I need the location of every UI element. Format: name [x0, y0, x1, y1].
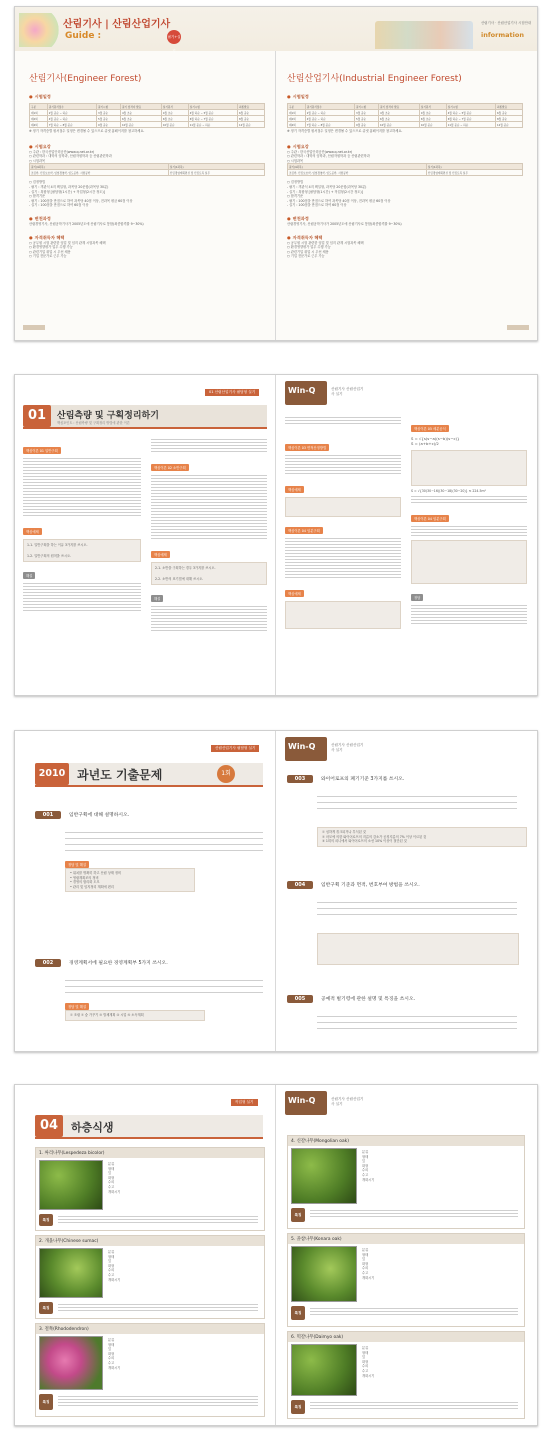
chapter-header	[35, 1115, 263, 1139]
plant-title: 1. 싸리나무(Lespedeza bicolor)	[36, 1148, 264, 1158]
benefit-line: ○ 기업 전문가로 근무 가능	[287, 254, 325, 259]
exam-title: 과년도 기출문제	[77, 768, 163, 782]
attr-label: 형태	[362, 1350, 369, 1355]
feature-lines	[58, 1214, 258, 1225]
feature-lines	[310, 1306, 518, 1317]
history-text: 산림경영기사, 산림공학기사가 2005년도에 산림기사로 통합(최종합격률 9~30%)	[29, 221, 144, 226]
answer-lines	[151, 606, 267, 631]
feature-label: 특징	[291, 1208, 305, 1222]
section-benefits: ● 자격취득자 혜택	[29, 235, 265, 241]
core-tag: 핵심이론 04 임분구획	[285, 527, 323, 534]
plant-attrs	[362, 1248, 374, 1280]
attr-label: 화형	[362, 1163, 369, 1168]
method-line: ○ 합격기준	[29, 194, 46, 199]
winq-subtitle: 산림기사 산림산업기사 실기	[331, 1097, 364, 1106]
example-q: 2-1. 소반을 구획하는 경우 3가지를 쓰시오.	[155, 566, 216, 570]
core-tag: 핵심이론 04 임분구획	[411, 515, 449, 522]
method-line: ○ 합격기준	[287, 194, 304, 199]
table-note: ※ 정기 자격증별 원서접수 일정은 변경될 수 있으므로 큐넷 홈페이지를 참고하세요.	[287, 129, 403, 133]
plant-title: 6. 떡갈나무(Daimyo oak)	[288, 1332, 524, 1342]
question-number: 004	[287, 881, 313, 889]
plant-title: 2. 개옻나무(Chinese sumac)	[36, 1236, 264, 1246]
exam-table: 필기(4과목) 실기(1과목) 조림학, 산림보호학, 임업경영학, 임도공학, 사방공학 산림경영계획편성 및 산림토목 실무	[287, 163, 523, 176]
feature-label: 특징	[291, 1400, 305, 1414]
formula: S = (a+b+c)/2	[411, 441, 439, 446]
tab-label: 작업형 실기	[231, 1099, 258, 1106]
left-col-b	[151, 437, 267, 633]
example-box	[285, 601, 401, 629]
answer-lines	[65, 827, 263, 856]
req-line: ○ 주관 : 한국산업인력공단(www.q-net.or.kr)	[287, 149, 353, 154]
winq-logo	[285, 737, 327, 761]
right-title: 산림산업기사(Industrial Engineer Forest)	[287, 74, 462, 84]
plant-card	[287, 1135, 525, 1229]
attr-label: 분류	[108, 1162, 115, 1166]
attr-label: 형태	[108, 1342, 115, 1347]
method-line: - 필기 : 100점을 만점으로 하여 과목당 40점 이상, 전과목 평균 60점 이상	[287, 198, 391, 203]
method-line: ○ 검정방법	[29, 180, 46, 185]
chapter-title: 산림측량 및 구획정리하기	[57, 411, 159, 421]
spread-past-exam	[14, 730, 538, 1052]
chapter-desc: 핵심포인트 : 산림측량 및 구획정리 방법에 관한 이론	[57, 421, 130, 425]
req-line: ○ 시험과목	[287, 158, 304, 163]
winq-text: Win-Q	[288, 386, 316, 395]
attr-label: 개화시기	[108, 1277, 121, 1282]
example-q: 1-1. 일반구획을 하는 이유 3가지를 쓰시오.	[27, 543, 88, 547]
answer-lines	[317, 897, 517, 920]
attr-label: 개화시기	[108, 1189, 121, 1194]
feature-lines	[310, 1400, 518, 1411]
method-line: - 필기 : 100점을 만점으로 하여 과목당 40점 이상, 전과목 평균 60점 이상	[29, 198, 133, 203]
gutter	[275, 1085, 276, 1425]
req-line: ○ 시험과목	[29, 158, 46, 163]
attr-label: 수고	[362, 1270, 369, 1275]
info-label: information	[481, 31, 524, 39]
attr-label: 분류	[362, 1248, 369, 1252]
right-page	[287, 71, 523, 259]
left-col-a	[23, 437, 141, 613]
benefit-line: ○ 환경영향평가 업무 수행 가능	[29, 245, 73, 250]
text-lines	[285, 455, 401, 474]
exam-round: 1회	[217, 765, 235, 783]
attr-label: 잎	[362, 1159, 366, 1164]
page-corner-mark	[507, 325, 529, 330]
section-history: ● 변천과정	[29, 216, 265, 222]
chapter-title: 하층식생	[71, 1121, 114, 1134]
plant-card	[35, 1323, 265, 1417]
core-tag: 핵심이론 01 일반구획	[23, 447, 61, 454]
method-line: - 실기 : 복합형 [필답형(1시간) + 작업형(2시간 정도)]	[287, 189, 363, 194]
example-box	[285, 497, 401, 517]
answer-box	[65, 1010, 205, 1021]
text-lines	[411, 496, 527, 503]
answer-box	[317, 933, 519, 965]
attr-label: 형태	[108, 1254, 115, 1259]
attr-label: 수고	[362, 1368, 369, 1373]
answer-tag: 해설	[151, 595, 163, 602]
attr-label: 잎	[362, 1257, 366, 1262]
attr-label: 수피	[108, 1180, 115, 1185]
attr-label: 형태	[362, 1154, 369, 1159]
plant-attrs	[108, 1162, 120, 1194]
plant-photo	[291, 1246, 357, 1302]
plant-card	[35, 1235, 265, 1319]
example-q: 1-2. 일반구획의 원칙을 쓰시오.	[27, 553, 72, 558]
attr-label: 개화시기	[362, 1177, 375, 1182]
answer-label: 정답 및 해설	[65, 861, 89, 868]
plant-title: 4. 신갈나무(Mongolian oak)	[288, 1136, 524, 1146]
attr-label: 개화시기	[362, 1373, 375, 1378]
attr-label: 수피	[362, 1168, 369, 1173]
attr-label: 개화시기	[108, 1365, 121, 1370]
method-line: - 실기 : 복합형 [필답형(1시간) + 작업형(2시간 정도)]	[29, 189, 105, 194]
tab-label: 산림산업기사 필답형 실기	[211, 745, 259, 752]
formula: S = √{s(s−a)(s−b)(s−c)}	[411, 437, 460, 441]
answer-box	[65, 868, 195, 892]
attr-label: 잎	[362, 1355, 366, 1360]
method-line: ○ 검정방법	[287, 180, 304, 185]
attr-label: 수고	[108, 1184, 115, 1189]
section-schedule: ● 시험일정	[29, 94, 265, 100]
example-tag: 핵심예제	[285, 590, 304, 597]
benefit-line: ○ 기업 전문가로 근무 가능	[29, 254, 67, 259]
banner-illustration-right	[375, 21, 473, 49]
answer-lines	[65, 975, 263, 998]
section-benefits: ● 자격취득자 혜택	[287, 235, 523, 241]
example-box	[23, 539, 141, 562]
attr-label: 수피	[362, 1364, 369, 1369]
gutter	[275, 375, 276, 695]
answer-tag: 해설	[23, 572, 35, 579]
feature-lines	[58, 1394, 258, 1408]
plant-attrs	[108, 1338, 120, 1370]
example-tag: 핵심예제	[285, 486, 304, 493]
method-line: - 필기 : 객관식 4지 택일형, 과목당 20문항(과목당 30분)	[29, 184, 109, 189]
feature-label: 특징	[39, 1394, 53, 1410]
gutter	[275, 51, 276, 340]
text-lines	[411, 605, 527, 624]
section-requirements: ● 시험요강	[29, 144, 265, 150]
core-tag: 핵심이론 02 소반구획	[151, 464, 189, 471]
answer-line: ③ 1회의 피니에서 와이어로프의 소선 10% 이상이 절단된 것	[322, 839, 407, 844]
plant-title: 5. 졸참나무(Konara oak)	[288, 1234, 524, 1244]
feature-label: 특징	[291, 1306, 305, 1320]
question-number: 005	[287, 995, 313, 1003]
attr-label: 잎	[108, 1259, 112, 1264]
req-line: ○ 관련학과 : 대학의 임학과, 산림자원학과 등 산림관련학과	[29, 154, 112, 159]
banner-illustration-left	[19, 13, 59, 47]
guide-banner	[15, 7, 537, 51]
answer-tag: 정답	[411, 594, 423, 601]
attr-label: 수고	[108, 1272, 115, 1277]
question-number: 001	[35, 811, 61, 819]
right-col-a	[285, 415, 401, 629]
plant-card	[287, 1233, 525, 1327]
example-q: 2-2. 소반의 표기법에 대해 쓰시오.	[155, 576, 204, 581]
method-line: - 실기 : 100점을 만점으로 하여 60점 이상	[287, 203, 347, 208]
plant-photo	[39, 1248, 103, 1298]
attr-label: 수피	[108, 1268, 115, 1273]
chapter-number: 01	[23, 405, 51, 427]
benefit-line: ○ 관련기업 취업 시 우선 채용	[287, 249, 329, 254]
answer-line: • 위치를 명확히 하고 산림 상태 정비	[70, 871, 122, 875]
section-schedule: ● 시험일정	[287, 94, 523, 100]
table-note: ※ 정기 자격증별 원서접수 일정은 변경될 수 있으므로 큐넷 홈페이지를 참고하세요.	[29, 129, 145, 133]
feature-label: 특징	[39, 1214, 53, 1226]
answer-box	[317, 827, 527, 847]
question-number: 003	[287, 775, 313, 783]
plant-attrs	[108, 1250, 120, 1282]
page-corner-mark	[23, 325, 45, 330]
text-lines	[411, 526, 527, 536]
feature-label: 특징	[39, 1302, 53, 1314]
banner-guide-label: Guide :	[65, 31, 102, 41]
attr-label: 화형	[108, 1263, 115, 1268]
question-text: 와이어로프의 폐기기준 3가지를 쓰시오.	[321, 777, 405, 782]
plant-photo	[291, 1344, 357, 1396]
method-line: - 실기 : 100점을 만점으로 하여 60점 이상	[29, 203, 89, 208]
chapter-number: 04	[35, 1115, 63, 1137]
example-box	[151, 562, 267, 585]
winq-subtitle: 산림기사 산림산업기사 실기	[331, 387, 364, 396]
info-sub: 산림기사 · 산림산업기사 시험안내	[481, 21, 532, 25]
benefit-line: ○ 공무원 시험 관련한 임업 및 임지 관계 시험과목 혜택	[287, 240, 364, 245]
answer-line: • 영림계획조의 정비	[70, 875, 99, 880]
text-lines	[151, 475, 267, 539]
attr-label: 화형	[362, 1359, 369, 1364]
plant-photo	[39, 1336, 103, 1390]
section-requirements: ● 시험요강	[287, 144, 523, 150]
text-lines	[285, 538, 401, 578]
core-tag: 핵심이론 03 면적산정방법	[285, 444, 329, 451]
attr-label: 분류	[108, 1250, 115, 1254]
spread-understory	[14, 1084, 538, 1426]
example-box	[411, 450, 527, 486]
benefit-line: ○ 공무원 시험 관련한 임업 및 임지 관계 시험과목 혜택	[29, 240, 106, 245]
answer-line: ② 마모에 의한 와이어로프의 지름의 감소가 공칭지름의 7% 이상 이르된 것	[322, 834, 427, 839]
winq-logo	[285, 1091, 327, 1115]
winq-subtitle: 산림기사 산림산업기사 실기	[331, 743, 364, 752]
question-text: 공예적 벌기령에 관한 설명 및 특징을 쓰시오.	[321, 997, 416, 1002]
attr-label: 화형	[108, 1351, 115, 1356]
attr-label: 수피	[362, 1266, 369, 1271]
right-col-b	[411, 415, 527, 626]
schedule-table: 구분 필기원서접수 필기시험 필기 합격자 발표 실기원서 실기시험 최종발표 제1회 2월 중순 ~ 하순 3월 중순 4월 초순 4월 초순 4월 하순 ~ 5월 중순 6월 중순 제2회 4월 중순 ~ 하순 5월 중순 6월 초순 6월 초순 6월 하순 ~ 7월 중순 8월 중순 제4회 7월 하순 ~ 8월 중순 9월 중순 10월 중순 10월 중순 11월 중순 ~ 하순 12월 중순	[287, 103, 523, 128]
banner-header-title: 산림기사 | 산림산업기사	[63, 19, 171, 30]
attr-label: 형태	[362, 1252, 369, 1257]
attr-label: 분류	[362, 1346, 369, 1350]
left-title: 산림기사(Engineer Forest)	[29, 74, 142, 84]
feature-lines	[58, 1302, 258, 1313]
spread-theory	[14, 374, 538, 696]
attr-label: 형태	[108, 1166, 115, 1171]
attr-label: 수고	[108, 1360, 115, 1365]
winq-logo	[285, 381, 327, 405]
attr-label: 수고	[362, 1172, 369, 1177]
section-history: ● 변천과정	[287, 216, 523, 222]
history-text: 산림경영기사, 산림공학기사가 2005년도에 산림기사로 통합(최종합격률 9~30%)	[287, 221, 402, 226]
tab-label: 01 산림산업기사 필답형 실기	[205, 389, 259, 396]
plant-card	[35, 1147, 265, 1231]
attr-label: 수피	[108, 1356, 115, 1361]
method-line: - 필기 : 객관식 4지 택일형, 과목당 20문항(과목당 30분)	[287, 184, 367, 189]
schedule-table: 구분 필기원서접수 필기시험 필기 합격자 발표 실기원서 실기시험 최종발표 제1회 2월 중순 ~ 하순 3월 중순 4월 초순 4월 초순 4월 하순 ~ 5월 중순 6월 중순 제2회 4월 중순 ~ 하순 5월 중순 6월 초순 6월 초순 6월 하순 ~ 7월 중순 8월 중순 제4회 7월 하순 ~ 8월 중순 9월 중순 10월 중순 10월 중순 11월 중순 ~ 하순 12월 중순	[29, 103, 265, 128]
formula-answer: S = √{30(30−16)(30−18)(30−20)} ≒ 224.5m²	[411, 489, 486, 494]
req-line: ○ 관련학과 : 대학의 임학과, 산림자원학과 등 산림관련학과	[287, 154, 370, 159]
question-text: 임반구획 기준과 면적, 번호부여 방법을 쓰시오.	[321, 883, 420, 888]
gutter	[275, 731, 276, 1051]
attr-label: 화형	[108, 1175, 115, 1180]
answer-label: 정답 및 해설	[65, 1003, 89, 1010]
winq-text: Win-Q	[288, 742, 316, 751]
attr-label: 개화시기	[362, 1275, 375, 1280]
plant-title: 3. 철쭉(Rhododendron)	[36, 1324, 264, 1334]
left-page	[29, 71, 265, 259]
attr-label: 잎	[108, 1347, 112, 1352]
text-lines	[151, 439, 267, 452]
question-number: 002	[35, 959, 61, 967]
plant-attrs	[362, 1346, 374, 1378]
answer-line: ① 심하게 킹크되거나 부식된 것	[322, 830, 366, 834]
answer-lines	[23, 583, 141, 611]
exam-year: 2010	[35, 763, 69, 785]
banner-badge: 필기+실기	[167, 30, 181, 44]
feature-lines	[310, 1208, 518, 1219]
answer-line: • 관리 및 임지정리 계획에 편리	[70, 884, 114, 889]
example-tag: 핵심예제	[23, 528, 42, 535]
attr-label: 분류	[362, 1150, 369, 1154]
plant-photo	[39, 1160, 103, 1210]
attr-label: 화형	[362, 1261, 369, 1266]
core-tag: 핵심이론 05 세분공식	[411, 425, 449, 432]
winq-text: Win-Q	[288, 1096, 316, 1105]
plant-attrs	[362, 1150, 374, 1182]
question-text: 경영계획서에 필요한 경영계획부 5가지 쓰시오.	[69, 961, 168, 966]
benefit-line: ○ 관련기업 취업 시 우선 채용	[29, 249, 71, 254]
attr-label: 잎	[108, 1171, 112, 1176]
plant-photo	[291, 1148, 357, 1204]
answer-line: ① 조림 ② 숲 가꾸기 ③ 벌채계획 ④ 시업 ⑤ 소득계획	[70, 1013, 144, 1017]
attr-label: 분류	[108, 1338, 115, 1342]
answer-lines	[317, 791, 517, 814]
example-tag: 핵심예제	[151, 551, 170, 558]
answer-line: • 경영의 합리화 도모	[70, 880, 100, 885]
exam-table: 필기(4과목) 실기(1과목) 조림학, 산림보호학, 임업경영학, 임도공학, 사방공학 산림경영계획편성 및 산림토목 실무	[29, 163, 265, 176]
text-lines	[23, 458, 141, 516]
req-line: ○ 주관 : 한국산업인력공단(www.q-net.or.kr)	[29, 149, 95, 154]
exam-header	[35, 763, 263, 787]
example-box	[411, 540, 527, 584]
chapter-header	[23, 405, 267, 429]
text-lines	[285, 417, 401, 424]
plant-card	[287, 1331, 525, 1419]
spread-guide	[14, 6, 538, 341]
answer-lines	[317, 1011, 517, 1034]
question-text: 임반구획에 대해 설명하시오.	[69, 813, 130, 818]
benefit-line: ○ 환경영향평가 업무 수행 가능	[287, 245, 331, 250]
